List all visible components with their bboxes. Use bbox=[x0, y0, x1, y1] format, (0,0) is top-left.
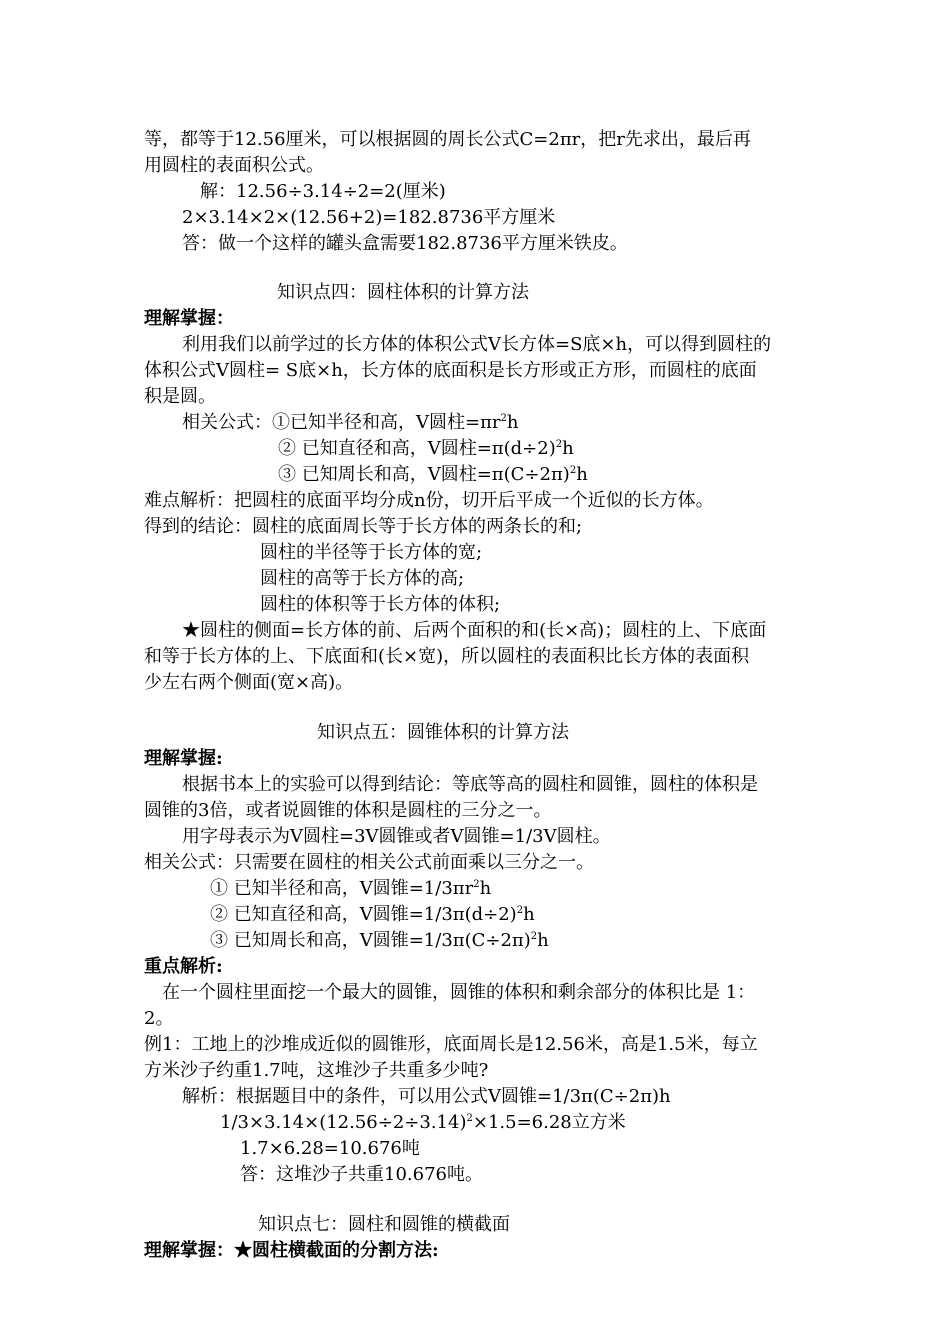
text-line: 圆柱的高等于长方体的高; bbox=[260, 568, 465, 589]
formula-line: ③ 已知周长和高，V圆锥$=1/3\pi(C\div 2\pi)^2h$ bbox=[210, 930, 549, 951]
text-line: 体积公式V圆柱= S底×h，长方体的底面积是长方形或正方形，而圆柱的底面 bbox=[144, 360, 757, 381]
section-heading: 知识点七：圆柱和圆锥的横截面 bbox=[258, 1214, 510, 1235]
text-line: 根据书本上的实验可以得到结论：等底等高的圆柱和圆锥，圆柱的体积是 bbox=[182, 774, 758, 795]
text-line: 积是圆。 bbox=[144, 386, 216, 407]
formula-line: 相关公式：①已知半径和高，V圆柱$=\pi r^2h$ bbox=[182, 412, 519, 433]
section-label: 理解掌握： bbox=[144, 308, 234, 329]
text-line: 和等于长方体的上、下底面和(长×宽)，所以圆柱的表面积比长方体的表面积 bbox=[144, 646, 750, 667]
section-label: 理解掌握：★圆柱横截面的分割方法: bbox=[144, 1240, 439, 1261]
section-heading: 知识点五：圆锥体积的计算方法 bbox=[317, 722, 569, 743]
text-line: 1.7×6.28=10.676吨 bbox=[240, 1138, 420, 1159]
text-line: 解：12.56÷3.14÷2=2(厘米) bbox=[200, 181, 446, 202]
section-label: 重点解析: bbox=[144, 956, 223, 977]
text-line: ★圆柱的侧面=长方体的前、后两个面积的和(长×高)；圆柱的上、下底面 bbox=[182, 620, 767, 641]
section-label: 理解掌握: bbox=[144, 748, 223, 769]
text-line: 少左右两个侧面(宽×高)。 bbox=[144, 672, 354, 693]
text-line: 等，都等于12.56厘米，可以根据圆的周长公式C=2πr，把r先求出，最后再 bbox=[144, 129, 751, 150]
text-line: 2。 bbox=[144, 1008, 174, 1029]
text-line: 用字母表示为V圆柱=3V圆锥或者V圆锥=1/3V圆柱。 bbox=[182, 826, 611, 847]
text-line: 答：做一个这样的罐头盒需要182.8736平方厘米铁皮。 bbox=[182, 233, 628, 254]
formula-line: ③ 已知周长和高，V圆柱$=\pi(C\div 2\pi)^2h$ bbox=[278, 464, 588, 485]
section-heading: 知识点四：圆柱体积的计算方法 bbox=[277, 282, 529, 303]
formula-line: ② 已知直径和高，V圆柱$=\pi(d\div 2)^2h$ bbox=[278, 438, 574, 459]
text-line: 在一个圆柱里面挖一个最大的圆锥，圆锥的体积和剩余部分的体积比是 1： bbox=[162, 982, 756, 1003]
text-line: 难点解析：把圆柱的底面平均分成n份，切开后平成一个近似的长方体。 bbox=[144, 490, 714, 511]
text-line: 方米沙子约重1.7吨，这堆沙子共重多少吨? bbox=[144, 1060, 489, 1081]
text-line: 圆锥的3倍，或者说圆锥的体积是圆柱的三分之一。 bbox=[144, 800, 552, 821]
formula-line: ① 已知半径和高，V圆锥$=1/3\pi r^2h$ bbox=[210, 878, 492, 899]
text-line: 圆柱的半径等于长方体的宽; bbox=[260, 542, 483, 563]
formula-line: ② 已知直径和高，V圆锥$=1/3\pi(d\div 2)^2h$ bbox=[210, 904, 535, 925]
text-line: 圆柱的体积等于长方体的体积; bbox=[260, 594, 501, 615]
text-line: 2×3.14×2×(12.56+2)=182.8736平方厘米 bbox=[182, 207, 556, 228]
text-line: 答：这堆沙子共重10.676吨。 bbox=[240, 1164, 483, 1185]
formula-line: $1/3\times 3.14\times(12.56\div 2\div 3.14)^2\times 1.5=6.28$立方米 bbox=[220, 1112, 626, 1133]
text-line: 用圆柱的表面积公式。 bbox=[144, 155, 324, 176]
text-line: 例1：工地上的沙堆成近似的圆锥形，底面周长是12.56米，高是1.5米，每立 bbox=[144, 1034, 758, 1055]
text-line: 得到的结论：圆柱的底面周长等于长方体的两条长的和; bbox=[144, 516, 583, 537]
text-line: 利用我们以前学过的长方体的体积公式V长方体=S底×h，可以得到圆柱的 bbox=[182, 334, 772, 355]
text-line: 相关公式：只需要在圆柱的相关公式前面乘以三分之一。 bbox=[144, 852, 594, 873]
text-line: 解析：根据题目中的条件，可以用公式V圆锥=1/3π(C÷2π)h bbox=[182, 1086, 671, 1107]
